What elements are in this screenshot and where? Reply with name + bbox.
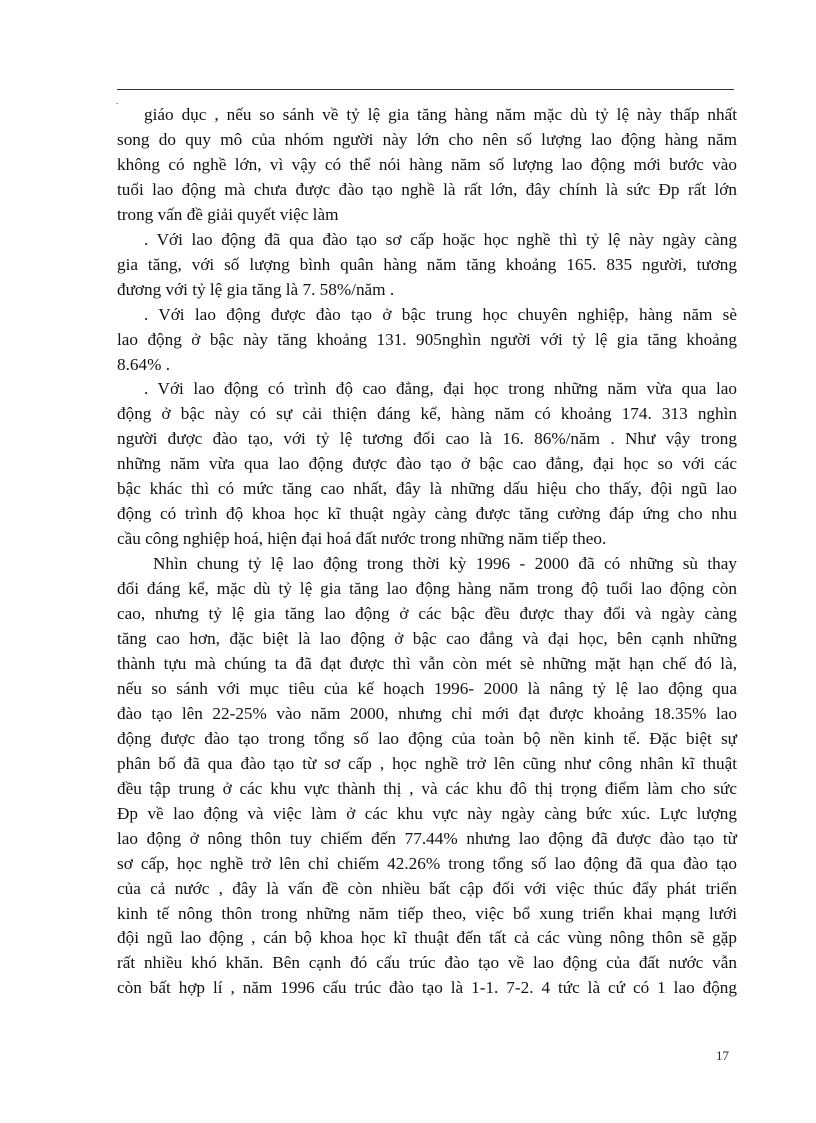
text-line: của cả nước , đây là vấn đề còn nhiều bất cập đối với việc thúc đẩy phát triển <box>117 878 737 898</box>
text-line: 8.64% . <box>117 354 170 374</box>
paragraph <box>117 377 737 552</box>
text-line: đều tập trung ở các khu vực thành thị , và các khu đô thị trọng điểm làm cho sức <box>117 778 737 798</box>
text-line: . Với lao động có trình độ cao đẳng, đại học trong những năm vừa qua lao <box>144 379 737 399</box>
stray-marker: . <box>116 96 119 106</box>
text-line: bậc khác thì có mức tăng cao nhất, đây là những dấu hiệu cho thấy, đội ngũ lao <box>117 479 737 499</box>
paragraph <box>117 303 737 378</box>
text-line: . Với lao động đã qua đào tạo sơ cấp hoặc học nghề thì tỷ lệ này ngày càng <box>144 229 737 249</box>
text-line: Nhìn chung tỷ lệ lao động trong thời kỳ 1996 - 2000 đã có những sù thay <box>153 554 737 574</box>
text-line: không có nghề lớn, vì vậy có thể nói hàng năm số lượng lao động mới bước vào <box>117 154 737 174</box>
text-line: người được đào tạo, với tỷ lệ tương đối cao là 16. 86%/năm . Như vậy trong <box>117 429 737 449</box>
text-line: động được đào tạo trong tổng số lao động của toàn bộ nền kinh tế. Đặc biệt sự <box>117 728 737 748</box>
text-line: tuổi lao động mà chưa được đào tạo nghề là rất lớn, đây chính là sức Đp rất lớn <box>117 179 737 199</box>
text-line: đương với tỷ lệ gia tăng là 7. 58%/năm . <box>117 279 395 299</box>
text-line: cầu công nghiệp hoá, hiện đại hoá đất nước trong những năm tiếp theo. <box>117 529 607 549</box>
header-rule <box>117 89 734 90</box>
text-line: động có trình độ khoa học kĩ thuật ngày càng được tăng cường đáp ứng cho nhu <box>117 504 737 524</box>
text-line: cao, nhưng tỷ lệ gia tăng lao động ở các bậc đều được thay đổi và ngày càng <box>117 604 737 624</box>
paragraph <box>117 228 737 303</box>
text-line: đội ngũ lao động , cán bộ khoa học kĩ thuật đến tất cả các vùng nông thôn sẽ gặp <box>117 928 737 948</box>
text-line: nếu so sánh với mục tiêu của kế hoạch 1996- 2000 là nâng tỷ lệ lao động qua <box>117 678 737 698</box>
text-line: phân bố đã qua đào tạo từ sơ cấp , học nghề trở lên cũng như công nhân kĩ thuật <box>117 753 737 773</box>
text-line: giáo dục , nếu so sánh về tỷ lệ gia tăng hàng năm mặc dù tỷ lệ này thấp nhất <box>144 105 737 124</box>
body-text <box>117 103 737 1001</box>
paragraph <box>117 552 737 1001</box>
text-line: rất nhiều khó khăn. Bên cạnh đó cấu trúc đào tạo về lao động của đất nước vẫn <box>117 953 737 973</box>
text-line: thành tựu mà chúng ta đã đạt được thì vẫn còn mét sè những mặt hạn chế đó là, <box>117 653 737 673</box>
text-line: Đp về lao động và việc làm ở các khu vực này ngày càng bức xúc. Lực lượng <box>117 803 737 823</box>
text-line: động ở bậc này có sự cải thiện đáng kể, hàng năm có khoảng 174. 313 nghìn <box>117 404 737 424</box>
text-line: đổi đáng kể, mặc dù tỷ lệ gia tăng lao động hàng năm trong độ tuổi lao động còn <box>117 579 737 599</box>
text-line: tăng cao hơn, đặc biệt là lao động ở bậc cao đẳng và đại học, bên cạnh những <box>117 629 737 649</box>
text-line: những năm vừa qua lao động được đào tạo ở bậc cao đẳng, đại học so với các <box>117 454 737 474</box>
text-line: trong vấn đề giải quyết việc làm <box>117 204 339 224</box>
text-line: gia tăng, với số lượng bình quân hàng năm tăng khoảng 165. 835 người, tương <box>117 254 737 274</box>
text-line: còn bất hợp lí , năm 1996 cấu trúc đào tạo là 1-1. 7-2. 4 tức là cứ có 1 lao động <box>117 978 737 998</box>
text-line: sơ cấp, học nghề trở lên chỉ chiếm 42.26% trong tổng số lao động đã qua đào tạo <box>117 853 737 873</box>
text-line: lao động ở bậc này tăng khoảng 131. 905nghìn người với tỷ lệ gia tăng khoảng <box>117 329 737 349</box>
paragraph <box>117 103 737 228</box>
text-line: . Với lao động được đào tạo ở bậc trung học chuyên nghiệp, hàng năm sè <box>144 304 737 324</box>
text-line: lao động ở nông thôn tuy chiếm đến 77.44% nhưng lao động đã được đào tạo từ <box>117 828 737 848</box>
text-line: đào tạo lên 22-25% vào năm 2000, nhưng chỉ mới đạt được khoảng 18.35% lao <box>117 703 737 723</box>
page-number: 17 <box>716 1048 729 1063</box>
text-line: song do quy mô của nhóm người này lớn cho nên số lượng lao động hàng năm <box>117 129 737 149</box>
text-line: kinh tế nông thôn trong những năm tiếp theo, việc bổ xung triển khai mạng lưới <box>117 903 737 923</box>
